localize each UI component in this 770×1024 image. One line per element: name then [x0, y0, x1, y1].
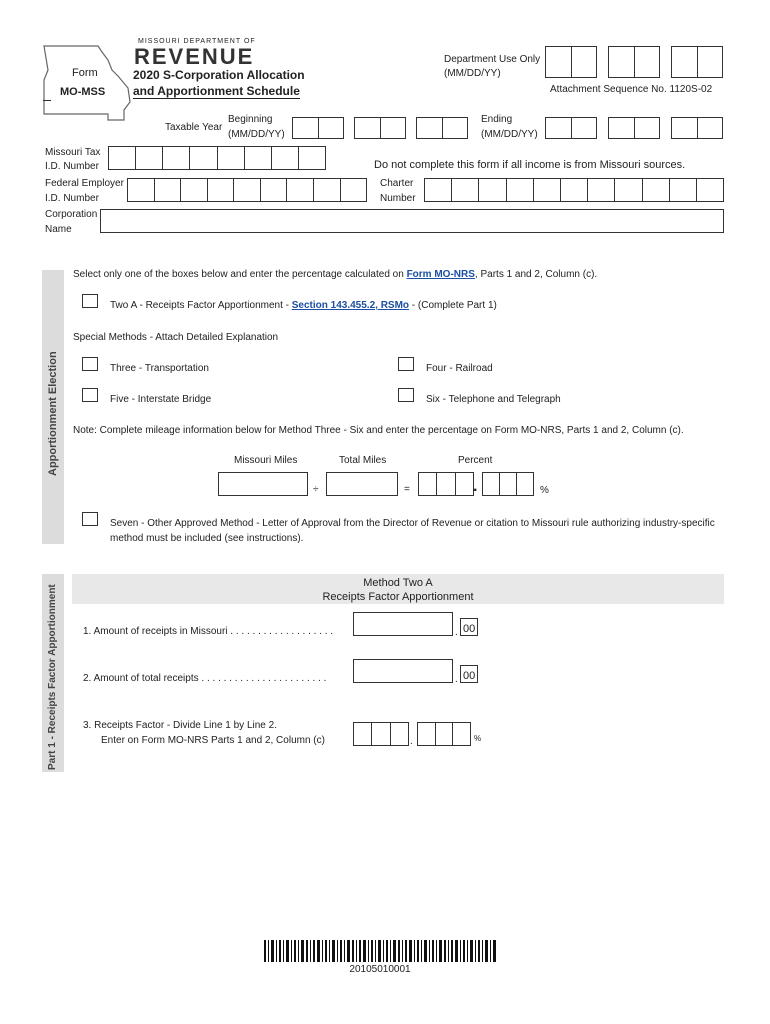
corp-name-field[interactable]	[100, 209, 724, 233]
method-four-label: Four - Railroad	[426, 363, 493, 374]
line1-label: 1. Amount of receipts in Missouri . . . . . . . . . . . . . . . . . . .	[83, 626, 334, 637]
dept-use-only-label: Department Use Only	[444, 54, 541, 65]
method-seven-line2: method must be included (see instructions).	[110, 533, 304, 544]
election-sidebar-label: Apportionment Election	[47, 351, 59, 476]
corp-name-label-2: Name	[45, 224, 72, 235]
special-methods-label: Special Methods - Attach Detailed Explanation	[73, 332, 279, 343]
mo-tax-id-label-2: I.D. Number	[45, 161, 99, 172]
method-three-checkbox[interactable]	[82, 357, 98, 371]
beginning-format: (MM/DD/YY)	[228, 129, 285, 140]
line3-label-a: 3. Receipts Factor - Divide Line 1 by Line 2.	[83, 720, 277, 731]
fein-label-1: Federal Employer	[45, 178, 124, 189]
mileage-percent-fraction-field[interactable]	[482, 472, 534, 496]
part1-header-line1: Method Two A	[363, 577, 433, 589]
form-title-line1: 2020 S-Corporation Allocation	[133, 68, 305, 82]
method-four-checkbox[interactable]	[398, 357, 414, 371]
barcode-icon	[264, 940, 496, 962]
beginning-label: Beginning	[228, 114, 273, 125]
line1-decimal: .	[455, 627, 458, 638]
method-two-a-label	[110, 300, 497, 311]
form-title-line2: and Apportionment Schedule	[133, 84, 300, 98]
election-intro-text: Select only one of the boxes below and enter the percentage calculated on	[73, 269, 407, 280]
line2-cents: 00	[463, 670, 476, 682]
corp-name-label-1: Corporation	[45, 209, 98, 220]
line1-amount-field[interactable]	[353, 612, 453, 636]
fein-label-2: I.D. Number	[45, 193, 99, 204]
begin-dd-field[interactable]	[354, 117, 406, 139]
form-number-tick	[43, 100, 51, 101]
method-two-a-checkbox[interactable]	[82, 294, 98, 308]
mileage-percent-decimal: .	[473, 478, 478, 495]
total-miles-field[interactable]	[326, 472, 398, 496]
taxable-year-label: Taxable Year	[165, 122, 223, 133]
missouri-state-outline-icon	[38, 40, 136, 124]
dept-use-format: (MM/DD/YY)	[444, 68, 501, 79]
mo-tax-id-label-1: Missouri Tax	[45, 147, 101, 158]
barcode-number: 20105010001	[349, 964, 411, 975]
election-intro-tail: , Parts 1 and 2, Column (c).	[474, 269, 598, 280]
missouri-sources-notice: Do not complete this form if all income is from Missouri sources.	[374, 159, 686, 171]
line2-amount-field[interactable]	[353, 659, 453, 683]
method-six-checkbox[interactable]	[398, 388, 414, 402]
method-three-label: Three - Transportation	[110, 363, 209, 374]
mileage-percent-sign: %	[540, 485, 549, 496]
line2-decimal: .	[455, 674, 458, 685]
fein-field[interactable]	[127, 178, 367, 202]
line3-percent-sign: %	[474, 734, 482, 743]
equals-sign: =	[404, 484, 410, 495]
total-miles-label: Total Miles	[339, 455, 387, 466]
method-two-a-text: Two A - Receipts Factor Apportionment -	[110, 300, 292, 311]
dept-use-mm-field[interactable]	[545, 46, 597, 78]
part1-sidebar-label: Part 1 - Receipts Factor Apportionment	[47, 584, 58, 770]
line3-fraction-field[interactable]	[417, 722, 471, 746]
section-143-link[interactable]: Section 143.455.2, RSMo	[291, 300, 410, 311]
line3-whole-field[interactable]	[353, 722, 409, 746]
mo-tax-id-field[interactable]	[108, 146, 326, 170]
end-mm-field[interactable]	[545, 117, 597, 139]
begin-yy-field[interactable]	[416, 117, 468, 139]
mileage-percent-whole-field[interactable]	[418, 472, 474, 496]
method-seven-checkbox[interactable]	[82, 512, 98, 526]
form-mo-nrs-link[interactable]: Form MO-NRS	[406, 269, 475, 280]
line3-decimal: .	[410, 736, 413, 747]
charter-label-1: Charter	[380, 178, 414, 189]
line1-cents: 00	[463, 623, 476, 635]
ending-format: (MM/DD/YY)	[481, 129, 538, 140]
mileage-note: Note: Complete mileage information below for Method Three - Six and enter the percentage on Form MO-NRS, Parts 1 and 2, Column (c).	[73, 425, 684, 436]
dept-use-dd-field[interactable]	[608, 46, 660, 78]
method-five-label: Five - Interstate Bridge	[110, 394, 212, 405]
line3-label-b: Enter on Form MO-NRS Parts 1 and 2, Column (c)	[101, 735, 325, 746]
department-label: MISSOURI DEPARTMENT OF	[138, 38, 256, 45]
dept-use-yy-field[interactable]	[671, 46, 723, 78]
charter-label-2: Number	[380, 193, 416, 204]
method-five-checkbox[interactable]	[82, 388, 98, 402]
form-label: Form	[72, 67, 98, 79]
percent-label: Percent	[458, 455, 493, 466]
method-six-label: Six - Telephone and Telegraph	[426, 394, 561, 405]
divide-sign: ÷	[313, 484, 319, 495]
line2-label: 2. Amount of total receipts . . . . . . . . . . . . . . . . . . . . . . .	[83, 673, 327, 684]
charter-number-field[interactable]	[424, 178, 724, 202]
method-seven-line1: Seven - Other Approved Method - Letter of Approval from the Director of Revenue or citation to Missouri rule authorizing industry-specific	[110, 518, 715, 529]
missouri-miles-label: Missouri Miles	[234, 455, 298, 466]
end-yy-field[interactable]	[671, 117, 723, 139]
form-number: MO-MSS	[60, 86, 106, 98]
end-dd-field[interactable]	[608, 117, 660, 139]
election-intro	[73, 269, 597, 280]
revenue-logo: REVENUE	[134, 44, 255, 69]
begin-mm-field[interactable]	[292, 117, 344, 139]
part1-header-line2: Receipts Factor Apportionment	[322, 591, 474, 603]
ending-label: Ending	[481, 114, 513, 125]
method-two-a-tail: - (Complete Part 1)	[409, 300, 497, 311]
attachment-sequence: Attachment Sequence No. 1120S-02	[550, 84, 713, 95]
missouri-miles-field[interactable]	[218, 472, 308, 496]
